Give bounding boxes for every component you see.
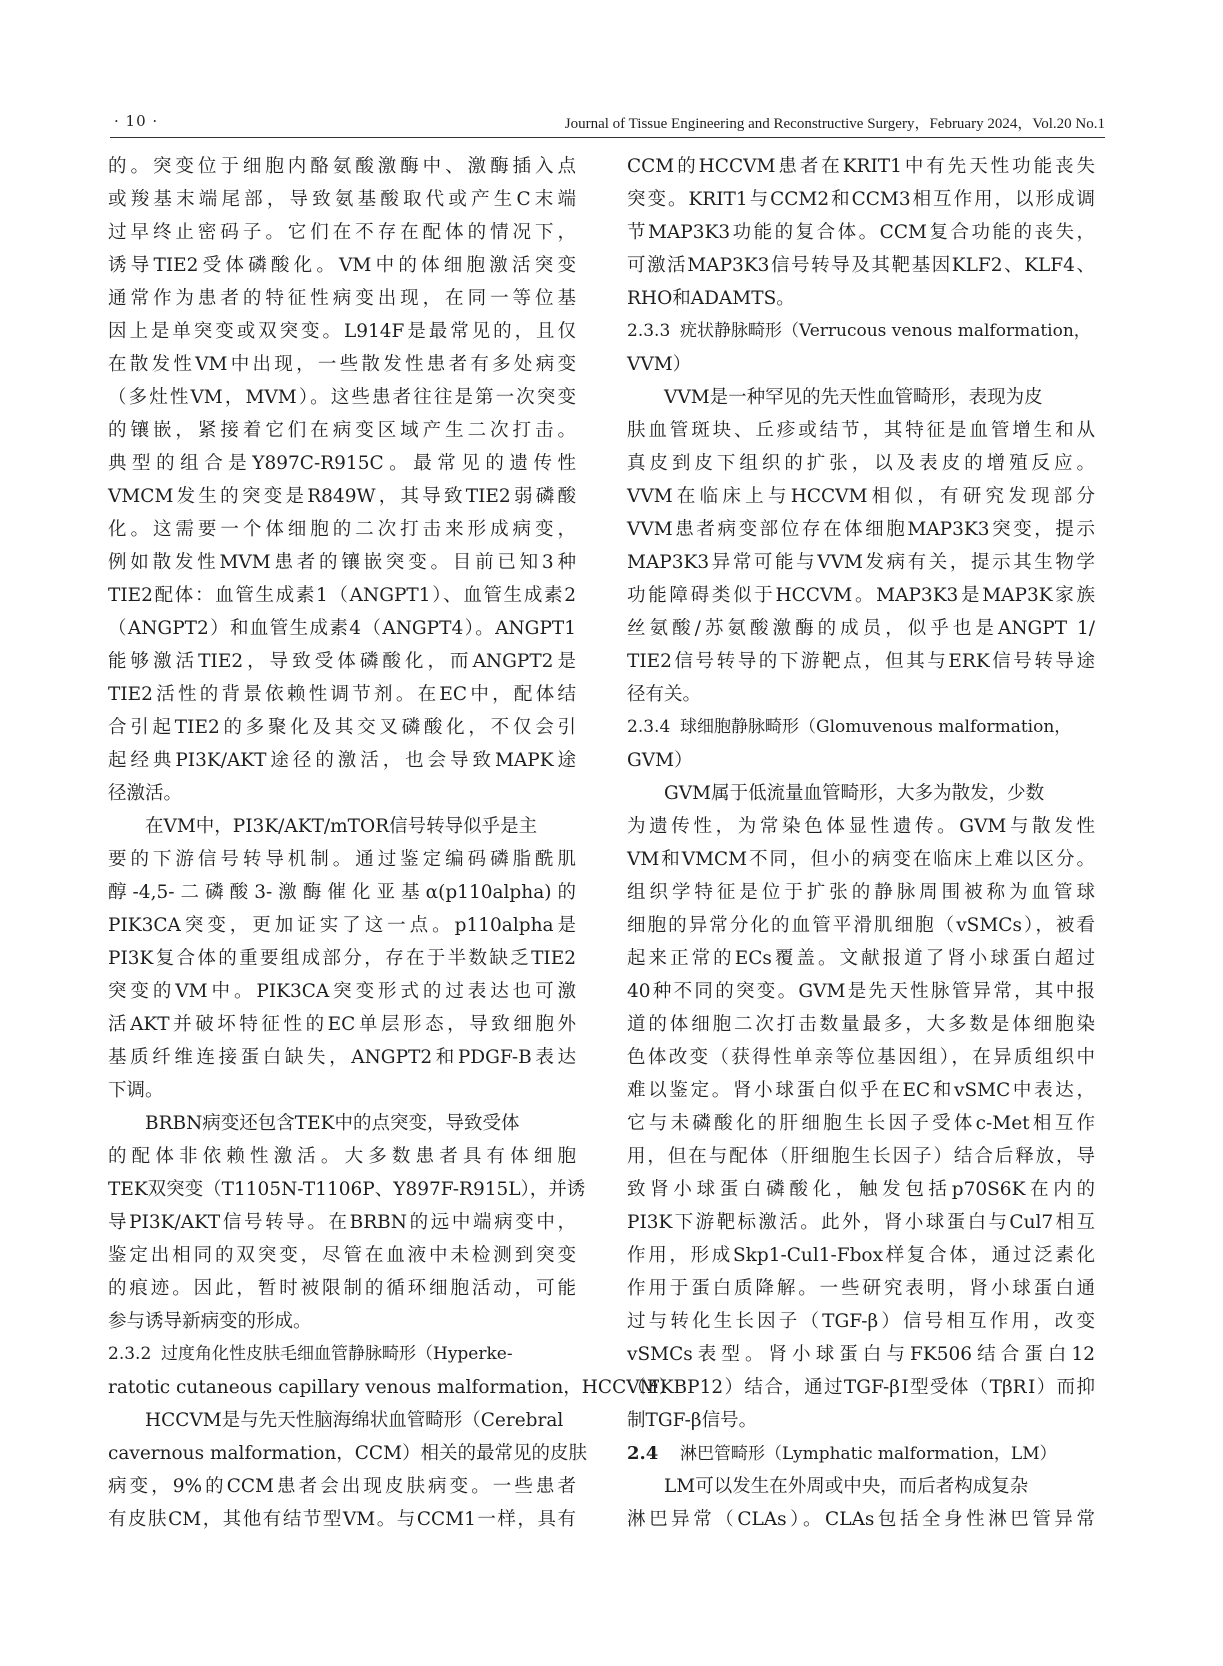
text-line <box>108 645 576 678</box>
text-line <box>108 381 576 414</box>
line-text: 鉴定出相同的双突变，尽管在血液中未检测到突变 <box>108 1245 576 1266</box>
text-line <box>627 546 1095 579</box>
text-line <box>108 1371 678 1404</box>
text-line <box>627 1041 1095 1074</box>
text-line <box>108 975 576 1008</box>
line-text: 组织学特征是位于扩张的静脉周围被称为血管球 <box>627 882 1095 903</box>
line-text: 的痕迹。因此，暂时被限制的循环细胞活动，可能 <box>108 1278 576 1299</box>
page-number: · 10 · <box>114 112 159 130</box>
text-line <box>108 348 576 381</box>
line-text: 它与未磷酸化的肝细胞生长因子受体c-Met相互作 <box>627 1113 1095 1134</box>
text-line <box>108 150 576 183</box>
text-line <box>108 1272 576 1305</box>
text-line <box>108 183 576 216</box>
line-text: 典型的组合是Y897C-R915C。最常见的遗传性 <box>108 453 576 474</box>
line-text: cavernous malformation，CCM）相关的最常见的皮肤 <box>108 1443 588 1464</box>
text-line <box>108 1206 576 1239</box>
line-text: 下调。 <box>108 1080 164 1101</box>
text-line <box>108 414 576 447</box>
text-line <box>108 1437 588 1470</box>
text-line <box>108 1140 576 1173</box>
text-line <box>108 1305 576 1338</box>
line-text: 淋巴异常（CLAs）。CLAs包括全身性淋巴管异常 <box>627 1509 1095 1530</box>
line-text: （多灶性VM，MVM）。这些患者往往是第一次突变 <box>108 387 576 408</box>
text-line <box>627 810 1095 843</box>
text-line <box>627 612 1095 645</box>
section-heading <box>627 711 1095 744</box>
text-line <box>627 249 1095 282</box>
text-line <box>627 1305 1095 1338</box>
text-line <box>108 1404 576 1437</box>
line-text: GVM属于低流量血管畸形，大多为散发，少数 <box>664 783 1045 804</box>
text-line <box>108 1041 576 1074</box>
line-text: 40种不同的突变。GVM是先天性脉管异常，其中报 <box>627 981 1095 1002</box>
text-line <box>627 282 1095 315</box>
line-text: 要的下游信号转导机制。通过鉴定编码磷脂酰肌 <box>108 849 576 870</box>
text-line <box>627 909 1095 942</box>
text-line <box>627 216 1095 249</box>
text-line <box>627 942 1095 975</box>
line-text: 病变，9%的CCM患者会出现皮肤病变。一些患者 <box>108 1476 576 1497</box>
line-text: 的。突变位于细胞内酪氨酸激酶中、激酶插入点 <box>108 156 576 177</box>
line-text: 肤血管斑块、丘疹或结节，其特征是血管增生和从 <box>627 420 1095 441</box>
text-line <box>108 546 576 579</box>
text-line <box>108 711 576 744</box>
line-text: （FKBP12）结合，通过TGF-βⅠ型受体（TβRⅠ）而抑 <box>627 1377 1095 1398</box>
text-line <box>108 315 576 348</box>
text-line <box>627 1338 1095 1371</box>
section-title: 过度角化性皮肤毛细血管静脉畸形（Hyperke- <box>161 1344 513 1364</box>
line-text: 色体改变（获得性单亲等位基因组），在异质组织中 <box>627 1047 1095 1068</box>
text-line <box>627 678 1095 711</box>
line-text: 合引起TIE2的多聚化及其交叉磷酸化，不仅会引 <box>108 717 576 738</box>
line-text: VVM是一种罕见的先天性血管畸形，表现为皮 <box>664 387 1043 408</box>
line-text: 径激活。 <box>108 783 183 804</box>
line-text: RHO和ADAMTS。 <box>627 288 795 309</box>
line-text: 能够激活TIE2，导致受体磷酸化，而ANGPT2是 <box>108 651 576 672</box>
line-text: 细胞的异常分化的血管平滑肌细胞（vSMCs），被看 <box>627 915 1095 936</box>
text-line <box>627 1107 1095 1140</box>
line-text: 起经典PI3K/AKT途径的激活，也会导致MAPK途 <box>108 750 576 771</box>
text-line <box>627 1404 1095 1437</box>
text-line <box>108 612 576 645</box>
text-line <box>627 1239 1095 1272</box>
text-line <box>627 645 1095 678</box>
line-text: TIE2活性的背景依赖性调节剂。在EC中，配体结 <box>108 684 576 705</box>
text-line <box>108 843 576 876</box>
running-header <box>110 112 1105 136</box>
text-line <box>108 777 576 810</box>
text-line <box>627 447 1095 480</box>
line-text: HCCVM是与先天性脑海绵状血管畸形（Cerebral <box>145 1410 564 1431</box>
section-number: 2.4 <box>627 1443 659 1464</box>
line-text: TIE2信号转导的下游靶点，但其与ERK信号转导途 <box>627 651 1095 672</box>
text-line <box>627 1173 1095 1206</box>
line-text: 节MAP3K3功能的复合体。CCM复合功能的丧失， <box>627 222 1095 243</box>
text-line <box>627 381 1095 414</box>
text-line <box>108 216 576 249</box>
section-title: 球细胞静脉畸形（Glomuvenous malformation， <box>680 717 1072 737</box>
line-text: BRBN病变还包含TEK中的点突变，导致受体 <box>145 1113 520 1134</box>
line-text: 参与诱导新病变的形成。 <box>108 1311 312 1332</box>
line-text: CCM的HCCVM患者在KRIT1中有先天性功能丧失 <box>627 156 1095 177</box>
line-text: 真皮到皮下组织的扩张，以及表皮的增殖反应。 <box>627 453 1095 474</box>
line-text: 可激活MAP3K3信号转导及其靶基因KLF2、KLF4、 <box>627 255 1095 276</box>
line-text: 或羧基末端尾部，导致氨基酸取代或产生C末端 <box>108 189 576 210</box>
text-line <box>108 282 576 315</box>
text-line <box>627 876 1095 909</box>
line-text: VMCM发生的突变是R849W，其导致TIE2弱磷酸 <box>108 486 576 507</box>
line-text: PI3K复合体的重要组成部分，存在于半数缺乏TIE2 <box>108 948 576 969</box>
text-line <box>108 1008 576 1041</box>
text-line <box>108 480 576 513</box>
line-text: 因上是单突变或双突变。L914F是最常见的，且仅 <box>108 321 576 342</box>
text-line <box>108 579 576 612</box>
text-line <box>108 1107 576 1140</box>
line-text: 起来正常的ECs覆盖。文献报道了肾小球蛋白超过 <box>627 948 1095 969</box>
line-text: PI3K下游靶标激活。此外，肾小球蛋白与Cul7相互 <box>627 1212 1095 1233</box>
text-line <box>108 744 576 777</box>
text-line <box>108 249 576 282</box>
text-line <box>627 1272 1095 1305</box>
line-text: 道的体细胞二次打击数量最多，大多数是体细胞染 <box>627 1014 1095 1035</box>
line-text: 制TGF-β信号。 <box>627 1410 758 1431</box>
line-text: 功能障碍类似于HCCVM。MAP3K3是MAP3K家族 <box>627 585 1095 606</box>
section-title: 淋巴管畸形（Lymphatic malformation，LM） <box>680 1444 1057 1464</box>
line-text: 突变。KRIT1与CCM2和CCM3相互作用，以形成调 <box>627 189 1095 210</box>
line-text: 通常作为患者的特征性病变出现，在同一等位基 <box>108 288 576 309</box>
text-line <box>627 480 1095 513</box>
line-text: MAP3K3异常可能与VVM发病有关，提示其生物学 <box>627 552 1095 573</box>
section-heading <box>627 1437 1095 1470</box>
section-number: 2.3.3 <box>627 321 671 341</box>
line-text: GVM） <box>627 750 693 771</box>
text-line <box>627 777 1095 810</box>
text-line <box>108 678 576 711</box>
text-line <box>627 975 1095 1008</box>
line-text: vSMCs表型。肾小球蛋白与FK506结合蛋白12 <box>627 1344 1095 1365</box>
text-line <box>627 1074 1095 1107</box>
header-rule <box>110 137 1105 138</box>
line-text: VVM在临床上与HCCVM相似，有研究发现部分 <box>627 486 1095 507</box>
text-line <box>108 513 576 546</box>
line-text: TEK双突变（T1105N-T1106P、Y897F-R915L），并诱 <box>108 1179 586 1200</box>
right-column <box>627 150 1095 1536</box>
line-text: 诱导TIE2受体磷酸化。VM中的体细胞激活突变 <box>108 255 576 276</box>
text-line <box>108 1239 576 1272</box>
text-line <box>108 1470 576 1503</box>
text-line <box>108 1173 586 1206</box>
text-line <box>627 744 1095 777</box>
text-line <box>627 1206 1095 1239</box>
line-text: 的配体非依赖性激活。大多数患者具有体细胞 <box>108 1146 576 1167</box>
line-text: 的镶嵌，紧接着它们在病变区域产生二次打击。 <box>108 420 576 441</box>
section-title: 疣状静脉畸形（Verrucous venous malformation， <box>680 321 1091 341</box>
line-text: VVM） <box>627 354 692 375</box>
section-heading <box>627 315 1095 348</box>
text-line <box>108 447 576 480</box>
text-line <box>108 1503 576 1536</box>
line-text: 作用于蛋白质降解。一些研究表明，肾小球蛋白通 <box>627 1278 1095 1299</box>
line-text: 过早终止密码子。它们在不存在配体的情况下， <box>108 222 576 243</box>
text-line <box>627 414 1095 447</box>
line-text: LM可以发生在外周或中央，而后者构成复杂 <box>664 1476 1029 1497</box>
line-text: 导PI3K/AKT信号转导。在BRBN的远中端病变中， <box>108 1212 576 1233</box>
line-text: 在散发性VM中出现，一些散发性患者有多处病变 <box>108 354 576 375</box>
line-text: 径有关。 <box>627 684 702 705</box>
line-text: 致肾小球蛋白磷酸化，触发包括p70S6K在内的 <box>627 1179 1095 1200</box>
text-line <box>108 876 576 909</box>
section-number: 2.3.2 <box>108 1344 152 1364</box>
line-text: 突变的VM中。PIK3CA突变形式的过表达也可激 <box>108 981 576 1002</box>
text-line <box>627 1140 1095 1173</box>
line-text: PIK3CA突变，更加证实了这一点。p110alpha是 <box>108 915 576 936</box>
line-text: 例如散发性MVM患者的镶嵌突变。目前已知3种 <box>108 552 576 573</box>
text-line <box>627 1470 1095 1503</box>
line-text: ratotic cutaneous capillary venous malformation，HCCVM） <box>108 1377 678 1398</box>
text-line <box>627 183 1095 216</box>
section-number: 2.3.4 <box>627 717 671 737</box>
line-text: 过与转化生长因子（TGF-β）信号相互作用，改变 <box>627 1311 1095 1332</box>
line-text: 用，但在与配体（肝细胞生长因子）结合后释放，导 <box>627 1146 1095 1167</box>
journal-title: Journal of Tissue Engineering and Reconstructive Surgery，February 2024，Vol.20 No.1 <box>564 116 1105 132</box>
text-line <box>627 1008 1095 1041</box>
text-line <box>108 1074 576 1107</box>
line-text: VM和VMCM不同，但小的病变在临床上难以区分。 <box>627 849 1095 870</box>
line-text: 活AKT并破坏特征性的EC单层形态，导致细胞外 <box>108 1014 576 1035</box>
line-text: 难以鉴定。肾小球蛋白似乎在EC和vSMC中表达， <box>627 1080 1095 1101</box>
line-text: 有皮肤CM，其他有结节型VM。与CCM1一样，具有 <box>108 1509 576 1530</box>
text-line <box>627 348 1095 381</box>
line-text: 基质纤维连接蛋白缺失，ANGPT2和PDGF-B表达 <box>108 1047 576 1068</box>
line-text: （ANGPT2）和血管生成素4（ANGPT4）。ANGPT1 <box>108 618 576 639</box>
text-line <box>108 909 576 942</box>
text-line <box>627 1503 1095 1536</box>
text-line <box>627 513 1095 546</box>
text-line <box>627 1371 1095 1404</box>
text-line <box>627 150 1095 183</box>
line-text: 醇-4,5-二磷酸3-激酶催化亚基α(p110alpha)的 <box>108 882 576 903</box>
text-line <box>627 579 1095 612</box>
line-text: VVM患者病变部位存在体细胞MAP3K3突变，提示 <box>627 519 1095 540</box>
line-text: 在VM中，PI3K/AKT/mTOR信号转导似乎是主 <box>145 816 538 837</box>
line-text: 为遗传性，为常染色体显性遗传。GVM与散发性 <box>627 816 1095 837</box>
text-line <box>108 942 576 975</box>
text-line <box>627 843 1095 876</box>
line-text: 化。这需要一个体细胞的二次打击来形成病变， <box>108 519 576 540</box>
line-text: TIE2配体：血管生成素1（ANGPT1）、血管生成素2 <box>108 585 576 606</box>
line-text: 丝氨酸/苏氨酸激酶的成员，似乎也是ANGPT 1/ <box>627 618 1095 639</box>
line-text: 作用，形成Skp1-Cul1-Fbox样复合体，通过泛素化 <box>627 1245 1095 1266</box>
section-heading <box>108 1338 576 1371</box>
text-line <box>108 810 576 843</box>
